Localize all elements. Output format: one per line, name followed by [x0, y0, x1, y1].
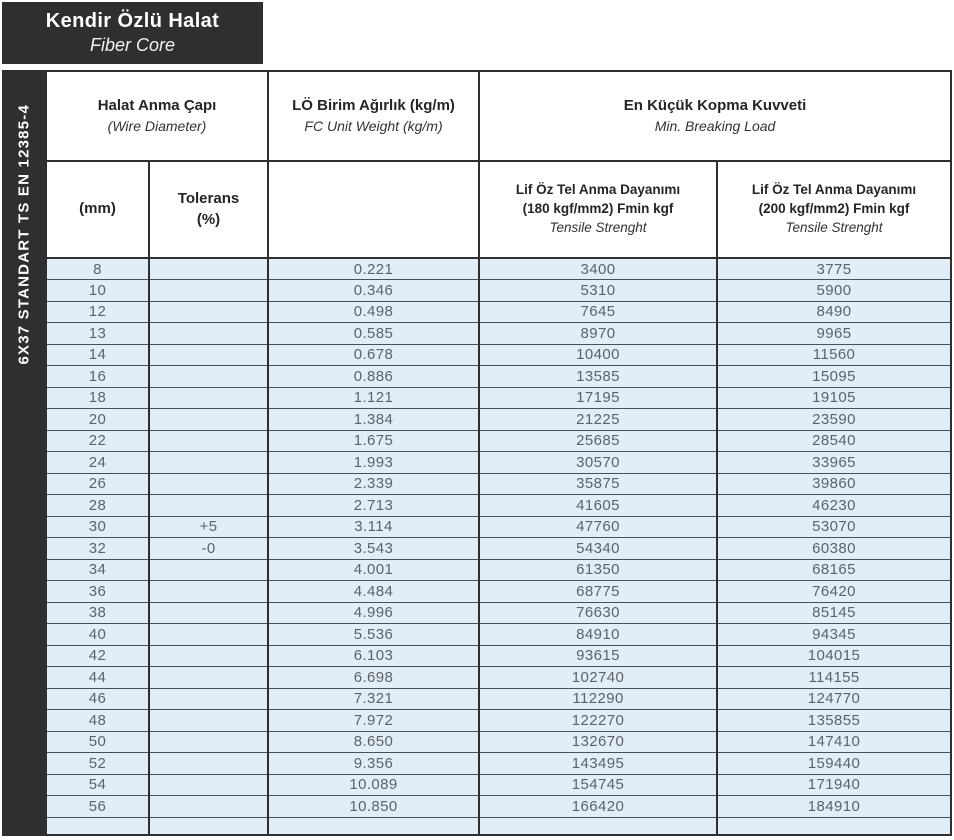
- header-breaking-200-line1: Lif Öz Tel Anma Dayanımı: [751, 182, 917, 198]
- cell-tolerance: [149, 323, 268, 345]
- header-breaking-180-line2: (180 kgf/mm2) Fmin kgf: [522, 201, 674, 217]
- cell-breaking-180: 7645: [479, 301, 717, 323]
- table-row: [46, 710, 951, 732]
- cell-tolerance: [149, 280, 268, 302]
- cell-diameter: 40: [46, 624, 149, 646]
- table-row: [46, 645, 951, 667]
- cell-diameter: 54: [46, 774, 149, 796]
- page-subtitle: Fiber Core: [89, 35, 176, 56]
- header-breaking-200-line2: (200 kgf/mm2) Fmin kgf: [758, 201, 910, 217]
- cell-tolerance: [149, 430, 268, 452]
- cell-breaking-200: 85145: [717, 602, 951, 624]
- header-breaking-180-line3: Tensile Strenght: [549, 219, 647, 235]
- header-breaking-180: [479, 161, 717, 258]
- cell-breaking-180: 41605: [479, 495, 717, 517]
- table-row: [46, 280, 951, 302]
- table-row: [46, 796, 951, 818]
- table-row: [46, 430, 951, 452]
- cell-tolerance: [149, 602, 268, 624]
- header-tolerance-line1: Tolerans: [177, 190, 240, 208]
- cell-breaking-180: 35875: [479, 473, 717, 495]
- cell-tolerance: [149, 473, 268, 495]
- cell-unit-weight: 3.114: [268, 516, 479, 538]
- table-row: [46, 495, 951, 517]
- table-row: [46, 731, 951, 753]
- spec-table: [45, 70, 952, 836]
- cell-breaking-180: 61350: [479, 559, 717, 581]
- cell-breaking-200: 94345: [717, 624, 951, 646]
- cell-tolerance: [149, 581, 268, 603]
- cell-tolerance: [149, 645, 268, 667]
- cell-tolerance: [149, 796, 268, 818]
- cell-breaking-200: 3775: [717, 258, 951, 280]
- cell-tolerance: [149, 344, 268, 366]
- header-breaking-load-subtitle: Min. Breaking Load: [654, 117, 776, 134]
- cell-unit-weight: 8.650: [268, 731, 479, 753]
- cell-tolerance: [149, 817, 268, 835]
- cell-tolerance: [149, 258, 268, 280]
- cell-breaking-200: 15095: [717, 366, 951, 388]
- cell-breaking-180: 68775: [479, 581, 717, 603]
- spec-table-wrap: [45, 70, 952, 836]
- cell-unit-weight: 0.886: [268, 366, 479, 388]
- cell-breaking-200: 53070: [717, 516, 951, 538]
- cell-tolerance: [149, 301, 268, 323]
- header-unit-weight-title: LÖ Birim Ağırlık (kg/m): [292, 97, 455, 115]
- cell-breaking-180: 3400: [479, 258, 717, 280]
- header-tolerance-line2: (%): [196, 210, 221, 228]
- cell-unit-weight: 7.321: [268, 688, 479, 710]
- standard-label: 6X37 STANDART TS EN 12385-4: [15, 104, 32, 365]
- cell-diameter: 20: [46, 409, 149, 431]
- cell-unit-weight: 4.484: [268, 581, 479, 603]
- cell-breaking-180: 166420: [479, 796, 717, 818]
- table-row: [46, 258, 951, 280]
- cell-breaking-180: 13585: [479, 366, 717, 388]
- table-row: [46, 559, 951, 581]
- header-wire-diameter-subtitle: (Wire Diameter): [107, 117, 207, 134]
- cell-breaking-200: [717, 817, 951, 835]
- cell-tolerance: [149, 731, 268, 753]
- table-row: [46, 452, 951, 474]
- cell-diameter: 38: [46, 602, 149, 624]
- cell-tolerance: [149, 366, 268, 388]
- cell-breaking-180: 10400: [479, 344, 717, 366]
- cell-tolerance: [149, 409, 268, 431]
- cell-diameter: 28: [46, 495, 149, 517]
- header-breaking-180-line1: Lif Öz Tel Anma Dayanımı: [515, 182, 681, 198]
- cell-breaking-180: 25685: [479, 430, 717, 452]
- cell-breaking-200: 5900: [717, 280, 951, 302]
- table-row: [46, 774, 951, 796]
- header-tolerance: [149, 161, 268, 258]
- cell-unit-weight: 10.850: [268, 796, 479, 818]
- cell-diameter: 8: [46, 258, 149, 280]
- cell-diameter: 48: [46, 710, 149, 732]
- cell-unit-weight: 1.121: [268, 387, 479, 409]
- title-box: [2, 2, 263, 64]
- header-unit-weight-empty: [268, 161, 479, 258]
- cell-breaking-180: 102740: [479, 667, 717, 689]
- cell-diameter: 32: [46, 538, 149, 560]
- cell-tolerance: [149, 495, 268, 517]
- cell-breaking-180: 47760: [479, 516, 717, 538]
- cell-tolerance: [149, 753, 268, 775]
- cell-breaking-200: 33965: [717, 452, 951, 474]
- cell-tolerance: [149, 688, 268, 710]
- cell-unit-weight: 4.001: [268, 559, 479, 581]
- table-row: [46, 473, 951, 495]
- cell-breaking-200: 46230: [717, 495, 951, 517]
- cell-breaking-180: 54340: [479, 538, 717, 560]
- table-row: [46, 624, 951, 646]
- cell-breaking-180: 21225: [479, 409, 717, 431]
- header-breaking-load-title: En Küçük Kopma Kuvveti: [623, 97, 807, 115]
- cell-unit-weight: 9.356: [268, 753, 479, 775]
- cell-tolerance: [149, 624, 268, 646]
- cell-unit-weight: [268, 817, 479, 835]
- cell-breaking-180: 17195: [479, 387, 717, 409]
- cell-breaking-180: 143495: [479, 753, 717, 775]
- cell-unit-weight: 0.585: [268, 323, 479, 345]
- cell-tolerance: [149, 710, 268, 732]
- table-row: [46, 581, 951, 603]
- cell-diameter: 24: [46, 452, 149, 474]
- cell-unit-weight: 1.993: [268, 452, 479, 474]
- cell-unit-weight: 3.543: [268, 538, 479, 560]
- cell-breaking-200: 39860: [717, 473, 951, 495]
- cell-breaking-180: 76630: [479, 602, 717, 624]
- header-mm: [46, 161, 149, 258]
- cell-unit-weight: 4.996: [268, 602, 479, 624]
- table-row: [46, 366, 951, 388]
- cell-unit-weight: 0.498: [268, 301, 479, 323]
- cell-diameter: 50: [46, 731, 149, 753]
- table-row: [46, 387, 951, 409]
- cell-diameter: 42: [46, 645, 149, 667]
- cell-unit-weight: 2.713: [268, 495, 479, 517]
- cell-breaking-200: 76420: [717, 581, 951, 603]
- cell-unit-weight: 1.384: [268, 409, 479, 431]
- cell-diameter: 13: [46, 323, 149, 345]
- cell-diameter: 34: [46, 559, 149, 581]
- cell-diameter: 26: [46, 473, 149, 495]
- table-row: [46, 344, 951, 366]
- cell-breaking-200: 135855: [717, 710, 951, 732]
- cell-diameter: 16: [46, 366, 149, 388]
- sub-header-row: [46, 161, 951, 258]
- cell-breaking-180: 84910: [479, 624, 717, 646]
- cell-diameter: [46, 817, 149, 835]
- table-row: [46, 667, 951, 689]
- cell-unit-weight: 2.339: [268, 473, 479, 495]
- cell-unit-weight: 5.536: [268, 624, 479, 646]
- cell-diameter: 52: [46, 753, 149, 775]
- cell-diameter: 44: [46, 667, 149, 689]
- cell-diameter: 10: [46, 280, 149, 302]
- cell-diameter: 46: [46, 688, 149, 710]
- table-row: [46, 602, 951, 624]
- header-mm-label: (mm): [79, 200, 116, 218]
- cell-breaking-180: 93615: [479, 645, 717, 667]
- cell-diameter: 56: [46, 796, 149, 818]
- cell-breaking-200: 60380: [717, 538, 951, 560]
- cell-breaking-200: 23590: [717, 409, 951, 431]
- cell-breaking-200: 124770: [717, 688, 951, 710]
- cell-breaking-200: 9965: [717, 323, 951, 345]
- header-breaking-200: [717, 161, 951, 258]
- cell-tolerance: [149, 387, 268, 409]
- cell-unit-weight: 7.972: [268, 710, 479, 732]
- cell-breaking-200: 171940: [717, 774, 951, 796]
- table-row: [46, 323, 951, 345]
- cell-diameter: 12: [46, 301, 149, 323]
- cell-diameter: 18: [46, 387, 149, 409]
- cell-tolerance: [149, 452, 268, 474]
- cell-unit-weight: 6.103: [268, 645, 479, 667]
- group-header-row: [46, 71, 951, 161]
- cell-breaking-180: 132670: [479, 731, 717, 753]
- cell-diameter: 36: [46, 581, 149, 603]
- cell-breaking-200: 11560: [717, 344, 951, 366]
- cell-diameter: 30: [46, 516, 149, 538]
- cell-breaking-200: 147410: [717, 731, 951, 753]
- cell-unit-weight: 6.698: [268, 667, 479, 689]
- table-row: [46, 409, 951, 431]
- filler-row: [46, 817, 951, 835]
- header-breaking-load: [479, 71, 951, 161]
- cell-tolerance: +5: [149, 516, 268, 538]
- table-row: [46, 516, 951, 538]
- cell-unit-weight: 0.678: [268, 344, 479, 366]
- cell-breaking-180: 154745: [479, 774, 717, 796]
- cell-breaking-180: 8970: [479, 323, 717, 345]
- table-row: [46, 688, 951, 710]
- page-title: Kendir Özlü Halat: [45, 10, 220, 33]
- table-body: [46, 258, 951, 835]
- cell-tolerance: -0: [149, 538, 268, 560]
- cell-unit-weight: 10.089: [268, 774, 479, 796]
- header-unit-weight: [268, 71, 479, 161]
- table-row: [46, 301, 951, 323]
- cell-breaking-180: 30570: [479, 452, 717, 474]
- header-wire-diameter: [46, 71, 268, 161]
- cell-breaking-180: 122270: [479, 710, 717, 732]
- cell-unit-weight: 1.675: [268, 430, 479, 452]
- header-unit-weight-subtitle: FC Unit Weight (kg/m): [304, 117, 443, 134]
- table-header: [46, 71, 951, 258]
- header-wire-diameter-title: Halat Anma Çapı: [97, 97, 217, 115]
- cell-tolerance: [149, 774, 268, 796]
- cell-diameter: 22: [46, 430, 149, 452]
- cell-tolerance: [149, 667, 268, 689]
- cell-breaking-180: [479, 817, 717, 835]
- cell-breaking-180: 5310: [479, 280, 717, 302]
- cell-breaking-200: 68165: [717, 559, 951, 581]
- cell-breaking-200: 28540: [717, 430, 951, 452]
- cell-breaking-200: 104015: [717, 645, 951, 667]
- cell-breaking-200: 114155: [717, 667, 951, 689]
- cell-diameter: 14: [46, 344, 149, 366]
- cell-breaking-200: 159440: [717, 753, 951, 775]
- cell-breaking-180: 112290: [479, 688, 717, 710]
- standard-sidebar: [2, 70, 45, 836]
- header-breaking-200-line3: Tensile Strenght: [785, 219, 883, 235]
- cell-breaking-200: 184910: [717, 796, 951, 818]
- cell-tolerance: [149, 559, 268, 581]
- cell-breaking-200: 8490: [717, 301, 951, 323]
- cell-unit-weight: 0.346: [268, 280, 479, 302]
- table-row: [46, 538, 951, 560]
- cell-unit-weight: 0.221: [268, 258, 479, 280]
- table-row: [46, 753, 951, 775]
- cell-breaking-200: 19105: [717, 387, 951, 409]
